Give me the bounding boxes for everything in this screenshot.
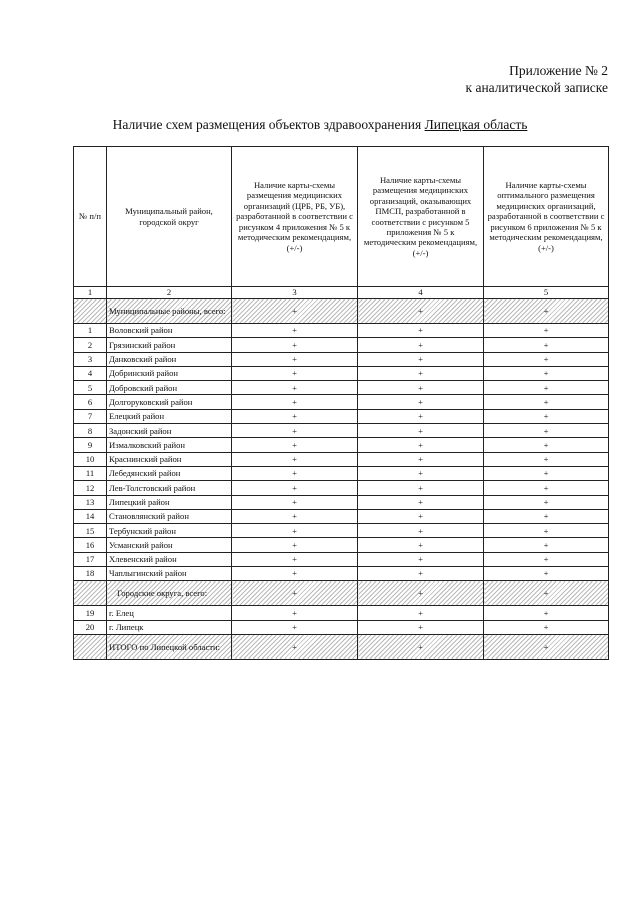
row-value: +	[358, 452, 484, 466]
row-value: +	[232, 466, 358, 480]
table-row	[74, 409, 609, 423]
row-value: +	[484, 324, 609, 338]
row-value: +	[232, 620, 358, 634]
row-number: 1	[74, 324, 107, 338]
row-value: +	[232, 481, 358, 495]
row-number: 17	[74, 552, 107, 566]
row-number: 14	[74, 509, 107, 523]
row-value: +	[358, 395, 484, 409]
subtotal-num-cell	[74, 299, 107, 324]
row-district-name: Грязинский район	[107, 338, 232, 352]
row-value: +	[358, 620, 484, 634]
districts-body	[74, 324, 609, 581]
row-value: +	[232, 524, 358, 538]
column-number: 1	[74, 287, 107, 299]
row-number: 3	[74, 352, 107, 366]
table-row	[74, 366, 609, 380]
column-number: 3	[232, 287, 358, 299]
row-district-name: Долгоруковский район	[107, 395, 232, 409]
row-value: +	[484, 552, 609, 566]
row-number: 20	[74, 620, 107, 634]
table-row	[74, 509, 609, 523]
row-value: +	[232, 366, 358, 380]
row-value: +	[358, 524, 484, 538]
total-value: +	[232, 634, 358, 659]
row-number: 11	[74, 466, 107, 480]
row-value: +	[484, 409, 609, 423]
row-district-name: Елецкий район	[107, 409, 232, 423]
row-district-name: г. Елец	[107, 606, 232, 620]
row-value: +	[232, 438, 358, 452]
row-value: +	[358, 495, 484, 509]
row-number: 4	[74, 366, 107, 380]
row-value: +	[358, 466, 484, 480]
header-district: Муниципальный район, городской округ	[107, 147, 232, 287]
row-district-name: Добринский район	[107, 366, 232, 380]
row-number: 16	[74, 538, 107, 552]
row-district-name: Воловский район	[107, 324, 232, 338]
row-value: +	[358, 567, 484, 581]
row-value: +	[484, 438, 609, 452]
row-district-name: Измалковский район	[107, 438, 232, 452]
column-number: 5	[484, 287, 609, 299]
row-value: +	[232, 409, 358, 423]
row-value: +	[484, 606, 609, 620]
row-value: +	[358, 381, 484, 395]
row-value: +	[358, 352, 484, 366]
total-num-cell	[74, 634, 107, 659]
subtotal-value: +	[484, 299, 609, 324]
appendix-number: Приложение № 2	[509, 63, 608, 78]
total-value: +	[358, 634, 484, 659]
row-value: +	[484, 352, 609, 366]
header-col3: Наличие карты-схемы размещения медицинских организаций (ЦРБ, РБ, УБ), разработанной в соответствии с рисунком 4 приложения № 5 к методическим рекомендациям, (+/-)	[232, 147, 358, 287]
row-number: 18	[74, 567, 107, 581]
row-value: +	[358, 538, 484, 552]
row-value: +	[232, 352, 358, 366]
row-value: +	[484, 466, 609, 480]
table-row	[74, 538, 609, 552]
row-value: +	[484, 567, 609, 581]
row-value: +	[484, 481, 609, 495]
row-value: +	[232, 395, 358, 409]
row-district-name: Данковский район	[107, 352, 232, 366]
row-district-name: Задонский район	[107, 424, 232, 438]
row-value: +	[358, 366, 484, 380]
row-district-name: Хлевенский район	[107, 552, 232, 566]
row-value: +	[232, 338, 358, 352]
table-row	[74, 466, 609, 480]
row-number: 8	[74, 424, 107, 438]
row-value: +	[484, 620, 609, 634]
table-row	[74, 424, 609, 438]
row-number: 12	[74, 481, 107, 495]
row-value: +	[358, 606, 484, 620]
row-value: +	[358, 438, 484, 452]
table-row	[74, 324, 609, 338]
appendix-label	[466, 62, 608, 96]
row-district-name: Липецкий район	[107, 495, 232, 509]
table-row	[74, 438, 609, 452]
row-number: 19	[74, 606, 107, 620]
row-value: +	[484, 538, 609, 552]
row-value: +	[232, 509, 358, 523]
row-value: +	[232, 424, 358, 438]
row-district-name: Лев-Толстовский район	[107, 481, 232, 495]
row-number: 15	[74, 524, 107, 538]
table-row	[74, 606, 609, 620]
appendix-reference: к аналитической записке	[465, 80, 608, 95]
subtotal-value: +	[232, 299, 358, 324]
row-value: +	[484, 395, 609, 409]
row-number: 13	[74, 495, 107, 509]
row-value: +	[232, 324, 358, 338]
row-value: +	[358, 338, 484, 352]
table-row	[74, 552, 609, 566]
row-value: +	[232, 381, 358, 395]
row-district-name: Добровский район	[107, 381, 232, 395]
table-row	[74, 395, 609, 409]
row-district-name: Усманский район	[107, 538, 232, 552]
row-value: +	[484, 381, 609, 395]
subtotal-value: +	[232, 581, 358, 606]
row-value: +	[484, 495, 609, 509]
row-number: 9	[74, 438, 107, 452]
row-number: 5	[74, 381, 107, 395]
subtotal-districts-label: Муниципальные районы, всего:	[107, 299, 232, 324]
row-value: +	[232, 567, 358, 581]
column-number-row	[74, 287, 609, 299]
table-row	[74, 381, 609, 395]
row-number: 10	[74, 452, 107, 466]
table-row	[74, 338, 609, 352]
row-value: +	[358, 424, 484, 438]
row-value: +	[484, 452, 609, 466]
table-header-row	[74, 147, 609, 287]
subtotal-value: +	[358, 299, 484, 324]
row-value: +	[232, 606, 358, 620]
row-number: 2	[74, 338, 107, 352]
table-row	[74, 524, 609, 538]
row-value: +	[484, 509, 609, 523]
row-district-name: Краснинский район	[107, 452, 232, 466]
header-num: № п/п	[74, 147, 107, 287]
row-value: +	[484, 338, 609, 352]
total-label: ИТОГО по Липецкой области:	[107, 634, 232, 659]
subtotal-value: +	[484, 581, 609, 606]
table-row	[74, 481, 609, 495]
column-number: 2	[107, 287, 232, 299]
table-row	[74, 495, 609, 509]
row-value: +	[232, 452, 358, 466]
row-district-name: г. Липецк	[107, 620, 232, 634]
row-district-name: Становлянский район	[107, 509, 232, 523]
subtotal-num-cell	[74, 581, 107, 606]
row-value: +	[484, 366, 609, 380]
row-value: +	[232, 552, 358, 566]
row-value: +	[358, 324, 484, 338]
row-district-name: Тербунский район	[107, 524, 232, 538]
header-col4: Наличие карты-схемы размещения медицинских организаций, оказывающих ПМСП, разработанной в соответствии с рисунком 5 приложения № 5 к методическим рекомендациям, (+/-)	[358, 147, 484, 287]
row-value: +	[358, 509, 484, 523]
row-district-name: Чаплыгинский район	[107, 567, 232, 581]
table-row	[74, 352, 609, 366]
subtotal-districts-row	[74, 299, 609, 324]
column-number: 4	[358, 287, 484, 299]
row-value: +	[232, 538, 358, 552]
row-value: +	[484, 524, 609, 538]
header-col5: Наличие карты-схемы оптимального размещения медицинских организаций, разработанной в соответствии с рисунком 6 приложения № 5 к методическим рекомендациям, (+/-)	[484, 147, 609, 287]
row-value: +	[358, 409, 484, 423]
total-value: +	[484, 634, 609, 659]
row-value: +	[484, 424, 609, 438]
row-value: +	[358, 481, 484, 495]
table-row	[74, 620, 609, 634]
table-row	[74, 567, 609, 581]
row-district-name: Лебедянский район	[107, 466, 232, 480]
cities-body	[74, 606, 609, 635]
page-title	[0, 117, 640, 133]
subtotal-cities-row	[74, 581, 609, 606]
health-schemes-table	[73, 146, 609, 660]
title-region: Липецкая область	[424, 117, 528, 132]
total-row	[74, 634, 609, 659]
table-row	[74, 452, 609, 466]
row-number: 7	[74, 409, 107, 423]
row-value: +	[232, 495, 358, 509]
row-value: +	[358, 552, 484, 566]
title-text: Наличие схем размещения объектов здравоохранения	[112, 117, 422, 132]
subtotal-value: +	[358, 581, 484, 606]
subtotal-cities-label: Городские округа, всего:	[107, 581, 232, 606]
row-number: 6	[74, 395, 107, 409]
